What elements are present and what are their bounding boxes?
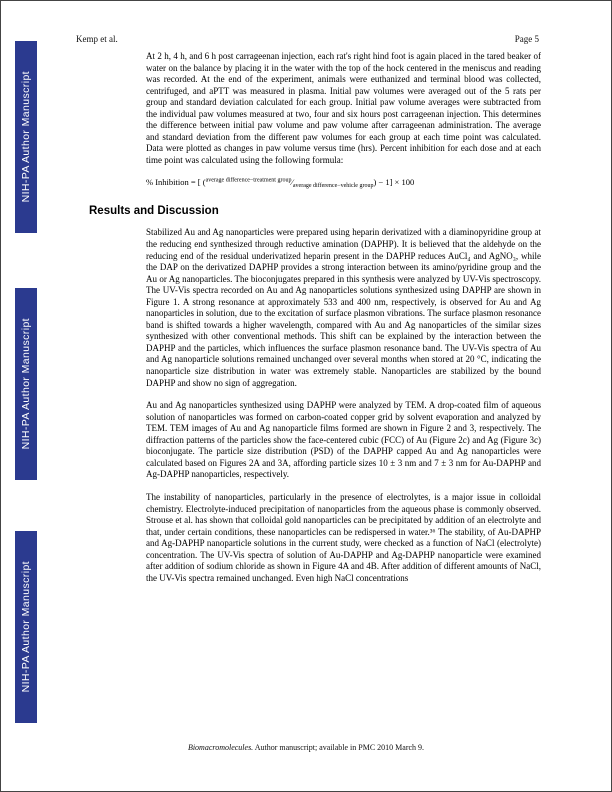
formula-prefix: % Inhibition = [ (	[146, 177, 206, 188]
paragraph-tem-analysis: Au and Ag nanoparticles synthesized using DAPHP were analyzed by TEM. A drop-coated film of aqueous solution of nanoparticles was formed on carbon-coated copper grid by solvent evaporation and analyzed by TEM. TEM images of Au and Ag nanoparticle films formed are shown in Figure 2 and 3, respectively. The diffraction patterns of the particles show the face-centered cubic (FCC) of Au (Figure 2c) and Ag (Figure 3c) bioconjugate. The particle size distribution (PSD) of the DAPHP capped Au and Ag nanoparticles were calculated based on Figures 2A and 3A, affording particle sizes 10 ± 3 nm and 7 ± 3 nm for Au-DAPHP and Ag-DAPHP nanoparticles, respectively.	[146, 400, 541, 480]
nihpa-watermark-label: NIH-PA Author Manuscript	[20, 71, 32, 203]
inhibition-formula	[146, 177, 541, 189]
nihpa-watermark-strip-bottom	[15, 531, 37, 723]
paragraph-stability-electrolyte: The instability of nanoparticles, particularly in the presence of electrolytes, is a major issue in colloidal chemistry. Electrolyte-induced precipitation of nanoparticles from the aqueous phase is commonly observed. Strouse et al. has shown that colloidal gold nanoparticles can be precipitated by addition of an electrolyte and that, under certain conditions, these nanoparticles can be redispersed in water.³⁶ The stability, of Au-DAPHP and Ag-DAPHP nanoparticle solutions in the current study, were checked as a function of NaCl (electrolyte) concentration. The UV-Vis spectra of solution of Au-DAPHP and Ag-DAPHP nanoparticle were examined after addition of sodium chloride as shown in Figure 4A and 4B. After addition of different amounts of NaCl, the UV-Vis spectra remained unchanged. Even high NaCl concentrations	[146, 491, 541, 583]
footer-citation	[1, 743, 611, 752]
header-page-number: Page 5	[514, 34, 539, 44]
formula-denominator: average difference−vehicle group	[292, 183, 374, 190]
paragraph-synthesis-uvvis: Stabilized Au and Ag nanoparticles were prepared using heparin derivatized with a diaminopyridine group at the reducing end synthesized through reductive amination (DAPHP). It is believed that the aldehyde on the reducing end of the residual underivatized heparin present in the DAPHP reduces AuCl₄ and AgNO₃, while the DAP on the derivatized DAPHP provides a strong interaction between its amino/pyridine group and the Au or Ag nanoparticles. The bioconjugates prepared in this synthesis were analyzed by UV-Vis spectroscopy. The UV-Vis spectra recorded on Au and Ag nanoparticles solutions synthesized using DAPHP are shown in Figure 1. A strong resonance at approximately 533 and 400 nm, respectively, is observed for Au and Ag nanoparticles in solution, due to the excitation of surface plasmon vibrations. The surface plasmon resonance band is shifted towards a higher wavelength, compared with Au and Ag nanoparticles of the similar sizes synthesized with other conventional methods. This shift can be explained by the interaction between the DAPHP and the particles, which influences the surface plasmon resonance band. The UV-Vis spectra of Au and Ag nanoparticle solutions remained unchanged over several months when stored at 20 °C, indicating the nanoparticle size distribution in water was extremely stable. Nanoparticles are stabilized by the bound DAPHP and show no sign of aggregation.	[146, 227, 541, 388]
paragraph-methods: At 2 h, 4 h, and 6 h post carrageenan injection, each rat's right hind foot is again placed in the tared beaker of water on the balance by placing it in the water with the top of the hock centered in the meniscus and reading was recorded. At the end of the experiment, animals were euthanized and terminal blood was collected, centrifuged, and aPTT was measured in plasma. Initial paw volumes were averaged out of the 5 rats per group and standard deviation calculated for each group. Initial paw volume averages were subtracted from the individual paw volumes measured at two, four and six hours post carrageenan injection. This determines the difference between initial paw volume and paw volume after carrageenan administration. The average and standard deviation from the different paw volumes for each group at each time point was calculated. Data were plotted as changes in paw volume versus time (hrs). Percent inhibition for each dose and at each time point was calculated using the following formula:	[146, 51, 541, 165]
formula-numerator: average difference−treatment group	[205, 177, 292, 184]
formula-suffix: ) − 1] × 100	[373, 177, 415, 188]
nihpa-watermark-label: NIH-PA Author Manuscript	[20, 561, 32, 693]
nihpa-watermark-label: NIH-PA Author Manuscript	[20, 318, 32, 450]
formula-slash: ⁄	[291, 177, 293, 188]
nihpa-watermark-strip-middle	[15, 288, 37, 480]
nihpa-watermark-strip-top	[15, 41, 37, 233]
section-heading-results-discussion: Results and Discussion	[89, 205, 219, 218]
footer-journal-name: Biomacromolecules.	[187, 743, 254, 752]
header-author: Kemp et al.	[76, 34, 118, 44]
manuscript-body	[89, 51, 541, 595]
page-header	[76, 34, 539, 44]
footer-availability-text: Author manuscript; available in PMC 2010 March 9.	[253, 743, 425, 752]
